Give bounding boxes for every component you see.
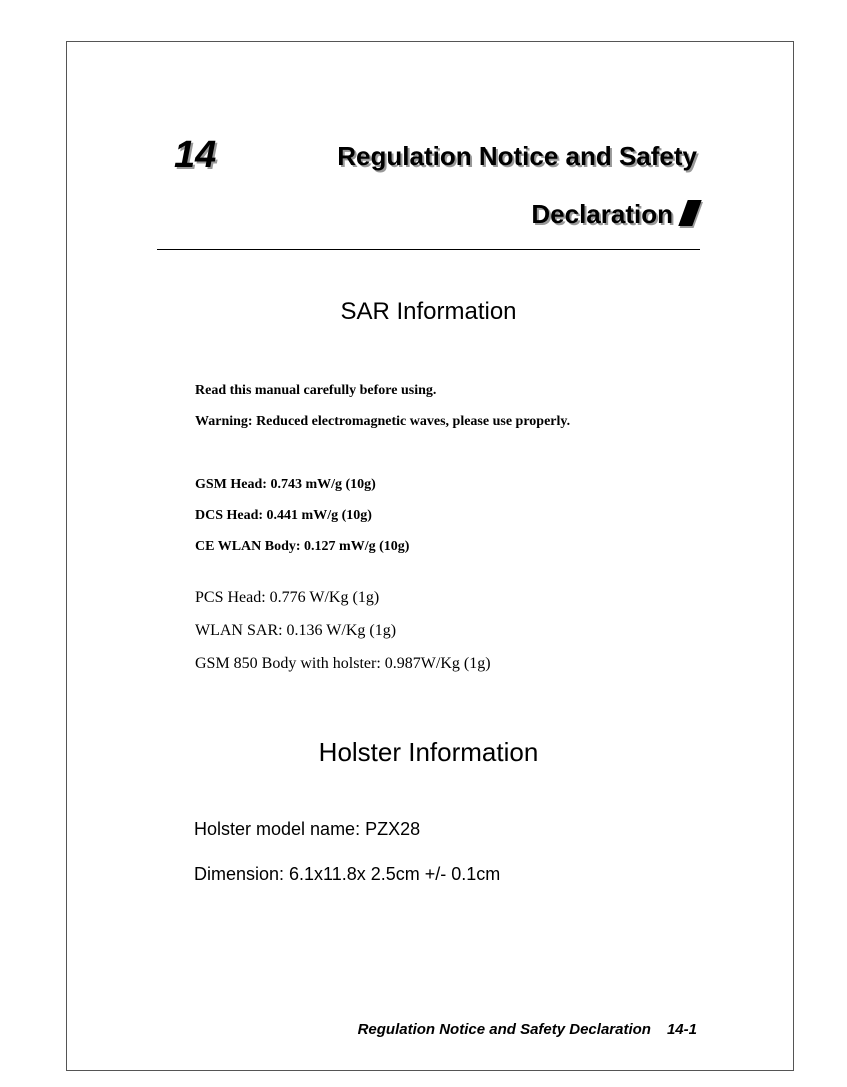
chapter-title-line1: Regulation Notice and Safety	[337, 141, 697, 171]
holster-model: Holster model name: PZX28	[194, 819, 421, 839]
chapter-number: 14	[174, 134, 217, 176]
holster-heading: Holster Information	[318, 737, 539, 767]
sar-value-dcs-head: DCS Head: 0.441 mW/g (10g)	[195, 508, 372, 523]
sar-heading: SAR Information	[340, 298, 517, 325]
sar-value-ce-wlan-body: CE WLAN Body: 0.127 mW/g (10g)	[195, 539, 410, 554]
chapter-title-line2	[531, 199, 697, 230]
holster-dimension: Dimension: 6.1x11.8x 2.5cm +/- 0.1cm	[194, 864, 501, 884]
sar-value-gsm850-body: GSM 850 Body with holster: 0.987W/Kg (1g)	[195, 655, 491, 672]
footer-page-number: 14-1	[666, 1021, 697, 1038]
title-divider	[157, 249, 700, 250]
page-footer	[358, 1021, 697, 1038]
sar-value-gsm-head: GSM Head: 0.743 mW/g (10g)	[195, 477, 376, 492]
chapter-title-line2-text: Declaration	[531, 199, 673, 229]
footer-title: Regulation Notice and Safety Declaration	[357, 1021, 651, 1038]
sar-value-pcs-head: PCS Head: 0.776 W/Kg (1g)	[195, 589, 380, 606]
sar-value-wlan: WLAN SAR: 0.136 W/Kg (1g)	[195, 622, 397, 639]
sar-warning-line: Warning: Reduced electromagnetic waves, please use properly.	[195, 414, 571, 429]
sar-intro-line: Read this manual carefully before using.	[195, 383, 437, 398]
page-border	[66, 41, 794, 1071]
